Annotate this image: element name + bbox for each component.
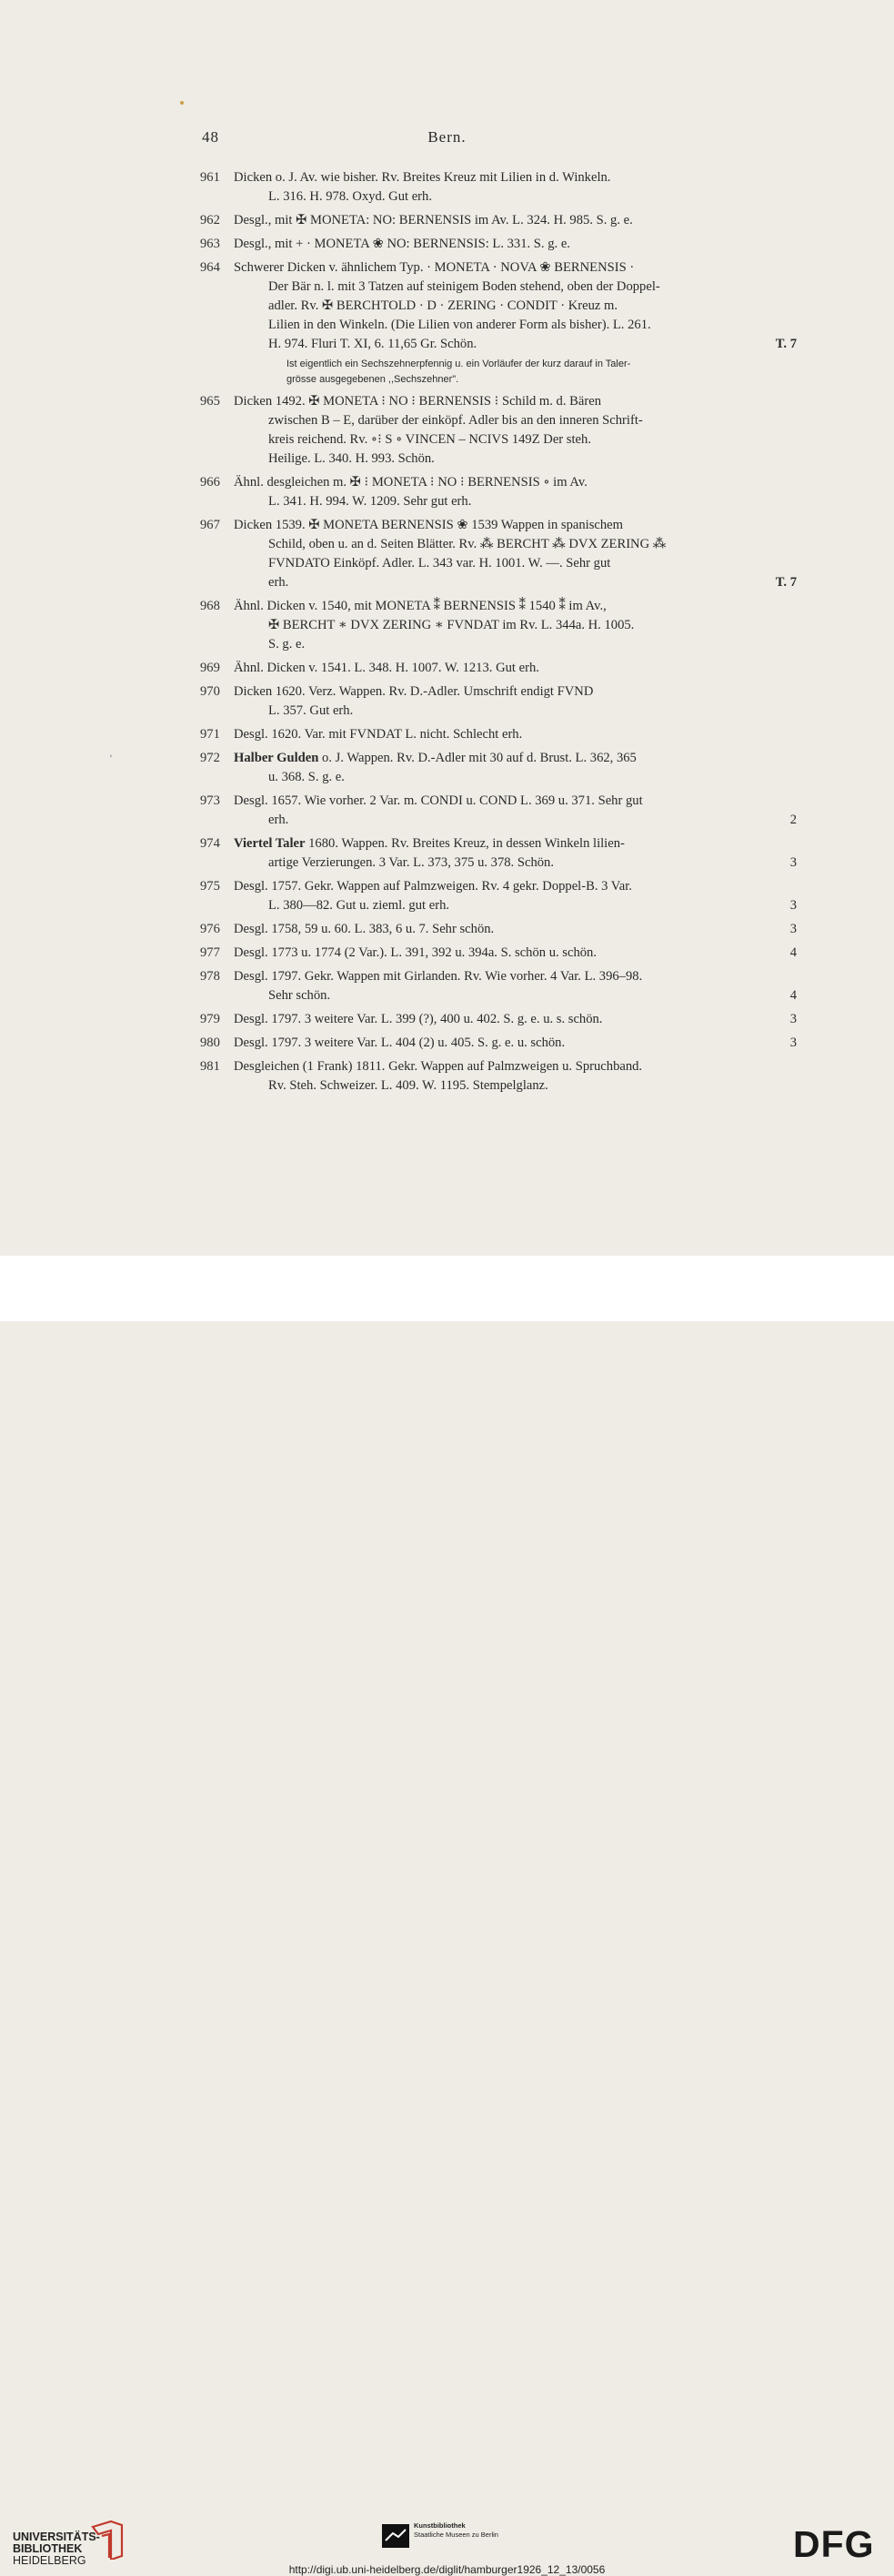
entry-body xyxy=(234,473,797,511)
kunstbibliothek-logo-icon[interactable] xyxy=(382,2524,409,2548)
entry-body xyxy=(234,944,797,963)
entry-line-content: Desgl., mit ✠ MONETA: NO: BERNENSIS im Av. L. 324. H. 985. S. g. e. xyxy=(234,213,633,227)
entry-number: 971 xyxy=(200,727,220,742)
entry-line-text xyxy=(268,702,353,721)
entry-line-text xyxy=(268,335,477,354)
catalog-entry xyxy=(200,834,797,873)
entry-body xyxy=(234,1057,797,1096)
entry-line-text xyxy=(234,967,642,986)
entry-line xyxy=(234,516,797,535)
entry-line-content: S. g. e. xyxy=(268,637,306,652)
entry-body xyxy=(234,967,797,1005)
entry-number: 973 xyxy=(200,793,220,808)
entry-line xyxy=(234,792,797,811)
entry-number: 961 xyxy=(200,170,220,185)
catalog-entry xyxy=(200,792,797,830)
entry-line xyxy=(234,749,797,768)
entry-line-text xyxy=(268,896,449,915)
page-title: Bern. xyxy=(427,128,467,146)
entry-body xyxy=(234,211,797,230)
entry-heading: Halber Gulden xyxy=(234,751,319,765)
entry-number: 963 xyxy=(200,237,220,251)
document-page xyxy=(0,0,894,1256)
entry-line xyxy=(234,554,797,573)
entry-line-content: Dicken 1539. ✠ MONETA BERNENSIS ❀ 1539 Wappen in spanischem xyxy=(234,518,623,532)
ub-heidelberg-label[interactable] xyxy=(13,2531,100,2567)
margin-mark: ‘ xyxy=(109,752,113,764)
entry-line xyxy=(234,573,797,592)
entry-body xyxy=(234,725,797,744)
entry-body xyxy=(234,1034,797,1053)
plate-reference: 3 xyxy=(789,1035,797,1050)
plate-reference: T. 7 xyxy=(775,337,797,351)
entry-line xyxy=(234,702,797,721)
entry-line-content: L. 357. Gut erh. xyxy=(268,703,354,718)
entry-line xyxy=(234,297,797,316)
entry-line-content: FVNDATO Einköpf. Adler. L. 343 var. H. 1001. W. —. Sehr gut xyxy=(268,556,611,571)
entry-line xyxy=(234,659,797,678)
entry-number: 967 xyxy=(200,518,220,532)
footnote-line: grösse ausgegebenen ,,Sechszehner". xyxy=(286,374,459,385)
plate-reference: 3 xyxy=(789,922,797,936)
plate-reference: 3 xyxy=(789,855,797,870)
entry-line-text xyxy=(234,235,570,254)
entry-number: 966 xyxy=(200,475,220,490)
entry-line xyxy=(234,944,797,963)
entry-line-text xyxy=(268,492,471,511)
entry-line-text xyxy=(234,1034,565,1053)
page-speck xyxy=(180,101,184,105)
entry-line-content: Dicken o. J. Av. wie bisher. Rv. Breites Kreuz mit Lilien in d. Winkeln. xyxy=(234,170,611,185)
entry-line-text xyxy=(234,392,601,411)
entry-line-text xyxy=(268,411,643,430)
entry-line-text xyxy=(234,920,494,939)
entry-number: 972 xyxy=(200,751,220,765)
footnote-line: Ist eigentlich ein Sechszehnerpfennig u. ein Vorläufer der kurz darauf in Taler- xyxy=(286,359,631,369)
entry-line-text xyxy=(234,1057,642,1076)
catalog-entry xyxy=(200,725,797,744)
entry-line-text xyxy=(268,297,618,316)
entry-line-content: Dicken 1620. Verz. Wappen. Rv. D.-Adler. Umschrift endigt FVND xyxy=(234,684,594,699)
entry-line-text xyxy=(234,659,539,678)
entry-number: 970 xyxy=(200,684,220,699)
entry-line-text xyxy=(234,749,637,768)
kb-line-2: Staatliche Museen zu Berlin xyxy=(414,2531,498,2539)
catalog-entry xyxy=(200,749,797,787)
entry-line-content: Ähnl. Dicken v. 1541. L. 348. H. 1007. W. 1213. Gut erh. xyxy=(234,661,539,675)
entry-line xyxy=(234,597,797,616)
entry-line xyxy=(234,920,797,939)
catalog-entry xyxy=(200,877,797,915)
entry-line-text xyxy=(268,635,305,654)
entry-line-text xyxy=(268,187,432,207)
plate-reference: 2 xyxy=(789,813,797,827)
entry-number: 974 xyxy=(200,836,220,851)
entry-line-text xyxy=(234,258,634,278)
entry-line-content: adler. Rv. ✠ BERCHTOLD · D · ZERING · CONDIT · Kreuz m. xyxy=(268,298,618,313)
entry-line-text xyxy=(268,278,660,297)
entry-body xyxy=(234,235,797,254)
entry-body xyxy=(234,516,797,592)
plate-reference: 3 xyxy=(789,1012,797,1026)
entry-line-text xyxy=(234,597,607,616)
entry-line xyxy=(234,1076,797,1096)
entry-line-content: Desgl. 1620. Var. mit FVNDAT L. nicht. Schlecht erh. xyxy=(234,727,523,742)
entry-number: 965 xyxy=(200,394,220,409)
entry-body xyxy=(234,258,797,388)
entry-line-content: Desgl., mit + · MONETA ❀ NO: BERNENSIS: L. 331. S. g. e. xyxy=(234,237,570,251)
entry-line xyxy=(234,211,797,230)
entry-line xyxy=(234,635,797,654)
entry-body xyxy=(234,1010,797,1029)
entry-line xyxy=(234,811,797,830)
catalog-entry xyxy=(200,473,797,511)
entry-line-content: zwischen B – E, darüber der einköpf. Adler bis an den inneren Schrift- xyxy=(268,413,643,428)
entry-line-content: u. 368. S. g. e. xyxy=(268,770,345,784)
entry-number: 968 xyxy=(200,599,220,613)
entry-line-text xyxy=(268,768,345,787)
entry-line-content: Desgl. 1757. Gekr. Wappen auf Palmzweigen. Rv. 4 gekr. Doppel-B. 3 Var. xyxy=(234,879,632,894)
page-number: 48 xyxy=(202,128,219,146)
entry-body xyxy=(234,597,797,654)
entry-line xyxy=(234,854,797,873)
kb-line-1: Kunstbibliothek xyxy=(414,2521,466,2530)
catalog-entry xyxy=(200,168,797,207)
entry-line xyxy=(234,235,797,254)
entry-line xyxy=(234,430,797,450)
entry-number: 980 xyxy=(200,1035,220,1050)
entry-line-text xyxy=(234,682,593,702)
entry-line-text xyxy=(234,944,597,963)
entry-number: 979 xyxy=(200,1012,220,1026)
entry-line xyxy=(234,450,797,469)
entry-line-content: L. 380—82. Gut u. zieml. gut erh. xyxy=(268,898,450,913)
entry-footnote xyxy=(234,357,797,388)
entry-number: 964 xyxy=(200,260,220,275)
entry-line-content: Desgl. 1773 u. 1774 (2 Var.). L. 391, 392 u. 394a. S. schön u. schön. xyxy=(234,945,598,960)
catalog-entry xyxy=(200,659,797,678)
entry-body xyxy=(234,877,797,915)
entry-line xyxy=(234,967,797,986)
ub-line-1: UNIVERSITÄTS- xyxy=(13,2531,100,2543)
entry-line-text xyxy=(268,554,610,573)
entry-line-content: H. 974. Fluri T. XI, 6. 11,65 Gr. Schön. xyxy=(268,337,477,351)
catalog-entry xyxy=(200,967,797,1005)
entry-line xyxy=(234,278,797,297)
entry-line-content: Schwerer Dicken v. ähnlichem Typ. · MONETA · NOVA ❀ BERNENSIS · xyxy=(234,260,635,275)
entry-line-text xyxy=(268,1076,548,1096)
catalog-entry xyxy=(200,1057,797,1096)
entry-line xyxy=(234,473,797,492)
entry-line-text xyxy=(268,316,651,335)
entry-number: 981 xyxy=(200,1059,220,1074)
entry-line-text xyxy=(268,450,435,469)
plate-reference: 4 xyxy=(789,988,797,1003)
ub-line-2: BIBLIOTHEK xyxy=(13,2542,83,2555)
entry-line xyxy=(234,1034,797,1053)
entry-line-content: Desgleichen (1 Frank) 1811. Gekr. Wappen auf Palmzweigen u. Spruchband. xyxy=(234,1059,643,1074)
entry-line-text xyxy=(268,430,591,450)
catalog-entry xyxy=(200,1010,797,1029)
footer-bar xyxy=(0,1256,894,2576)
entry-line xyxy=(234,258,797,278)
entry-line-text xyxy=(268,573,288,592)
entry-line xyxy=(234,1010,797,1029)
entry-line-content: artige Verzierungen. 3 Var. L. 373, 375 u. 378. Schön. xyxy=(268,855,554,870)
ub-heidelberg-logo-icon[interactable] xyxy=(89,2520,126,2560)
entry-number: 978 xyxy=(200,969,220,984)
entry-line xyxy=(234,896,797,915)
entry-line xyxy=(234,187,797,207)
entry-line-content: Desgl. 1797. Gekr. Wappen mit Girlanden. Rv. Wie vorher. 4 Var. L. 396–98. xyxy=(234,969,643,984)
plate-reference: 4 xyxy=(789,945,797,960)
entry-body xyxy=(234,920,797,939)
entry-line-content: Ähnl. desgleichen m. ✠ ⁝ MONETA ⁝ NO ⁝ BERNENSIS ∘ im Av. xyxy=(234,475,588,490)
entry-line-content: Rv. Steh. Schweizer. L. 409. W. 1195. Stempelglanz. xyxy=(268,1078,548,1093)
entry-line-content: 1680. Wappen. Rv. Breites Kreuz, in dessen Winkeln lilien- xyxy=(305,836,625,851)
entry-line-content: Desgl. 1758, 59 u. 60. L. 383, 6 u. 7. Sehr schön. xyxy=(234,922,495,936)
catalog-entry xyxy=(200,944,797,963)
catalog-entry xyxy=(200,392,797,469)
entry-line-text xyxy=(268,854,554,873)
entry-line-content: Desgl. 1657. Wie vorher. 2 Var. m. CONDI u. COND L. 369 u. 371. Sehr gut xyxy=(234,793,643,808)
entry-line xyxy=(234,986,797,1005)
source-url-link[interactable]: http://digi.ub.uni-heidelberg.de/diglit/hamburger1926_12_13/0056 xyxy=(288,2563,606,2576)
entry-heading: Viertel Taler xyxy=(234,836,306,851)
entry-line-text xyxy=(234,211,633,230)
entry-line-text xyxy=(234,473,588,492)
catalog-entry xyxy=(200,235,797,254)
entry-line-text xyxy=(234,877,632,896)
catalog-entry xyxy=(200,682,797,721)
entry-line-text xyxy=(234,792,643,811)
entry-line xyxy=(234,616,797,635)
entry-line-content: erh. xyxy=(268,813,289,827)
entry-body xyxy=(234,659,797,678)
plate-reference: 3 xyxy=(789,898,797,913)
entry-line xyxy=(234,877,797,896)
entry-line-text xyxy=(234,725,522,744)
entry-line xyxy=(234,834,797,854)
entry-line-content: Der Bär n. l. mit 3 Tatzen auf steinigem Boden stehend, oben der Doppel- xyxy=(268,279,660,294)
entry-body xyxy=(234,834,797,873)
entry-line-content: Ähnl. Dicken v. 1540, mit MONETA ⁑ BERNENSIS ⁑ 1540 ⁑ im Av., xyxy=(234,599,607,613)
entry-line xyxy=(234,392,797,411)
catalog-entry xyxy=(200,597,797,654)
ub-line-3: HEIDELBERG xyxy=(13,2554,86,2567)
plate-reference: T. 7 xyxy=(775,575,797,590)
entry-line xyxy=(234,411,797,430)
catalog-entry xyxy=(200,1034,797,1053)
entry-line xyxy=(234,768,797,787)
entry-line-text xyxy=(268,616,634,635)
entry-line-content: Schild, oben u. an d. Seiten Blätter. Rv. ⁂ BERCHT ⁂ DVX ZERING ⁂ xyxy=(268,537,667,551)
entry-line-content: Dicken 1492. ✠ MONETA ⁝ NO ⁝ BERNENSIS ⁝ Schild m. d. Bären xyxy=(234,394,601,409)
entry-line-text xyxy=(234,834,625,854)
entry-line xyxy=(234,168,797,187)
entry-line-text xyxy=(268,811,288,830)
entry-body xyxy=(234,392,797,469)
entry-line-text xyxy=(234,516,623,535)
entry-number: 976 xyxy=(200,922,220,936)
entry-line-text xyxy=(234,168,610,187)
entry-line xyxy=(234,492,797,511)
entry-body xyxy=(234,792,797,830)
entry-line-content: Desgl. 1797. 3 weitere Var. L. 399 (?), 400 u. 402. S. g. e. u. s. schön. xyxy=(234,1012,603,1026)
entry-body xyxy=(234,168,797,207)
entry-line-content: erh. xyxy=(268,575,289,590)
catalog-entries xyxy=(200,168,797,1100)
entry-number: 977 xyxy=(200,945,220,960)
entry-line-content: L. 316. H. 978. Oxyd. Gut erh. xyxy=(268,189,432,204)
entry-line xyxy=(234,682,797,702)
entry-body xyxy=(234,682,797,721)
catalog-entry xyxy=(200,258,797,388)
catalog-entry xyxy=(200,920,797,939)
entry-body xyxy=(234,749,797,787)
entry-line xyxy=(234,335,797,354)
entry-line-content: o. J. Wappen. Rv. D.-Adler mit 30 auf d. Brust. L. 362, 365 xyxy=(318,751,637,765)
entry-line-content: Lilien in den Winkeln. (Die Lilien von anderer Form als bisher). L. 261. xyxy=(268,318,651,332)
kunstbibliothek-label[interactable] xyxy=(414,2521,498,2540)
entry-line-content: ✠ BERCHT ∗ DVX ZERING ∗ FVNDAT im Rv. L. 344a. H. 1005. xyxy=(268,618,635,632)
entry-line-content: kreis reichend. Rv. ∘⁝ S ∘ VINCEN – NCIVS 149Z Der steh. xyxy=(268,432,591,447)
catalog-entry xyxy=(200,516,797,592)
entry-line xyxy=(234,1057,797,1076)
entry-number: 969 xyxy=(200,661,220,675)
entry-line xyxy=(234,535,797,554)
entry-line-text xyxy=(268,986,330,1005)
entry-line-text xyxy=(234,1010,602,1029)
entry-line-text xyxy=(268,535,666,554)
catalog-entry xyxy=(200,211,797,230)
entry-line-content: L. 341. H. 994. W. 1209. Sehr gut erh. xyxy=(268,494,472,509)
entry-number: 962 xyxy=(200,213,220,227)
entry-line xyxy=(234,316,797,335)
entry-line-content: Heilige. L. 340. H. 993. Schön. xyxy=(268,451,435,466)
entry-number: 975 xyxy=(200,879,220,894)
entry-line-content: Desgl. 1797. 3 weitere Var. L. 404 (2) u. 405. S. g. e. u. schön. xyxy=(234,1035,566,1050)
entry-line xyxy=(234,725,797,744)
dfg-logo[interactable]: DFG xyxy=(793,2523,875,2565)
entry-line-content: Sehr schön. xyxy=(268,988,331,1003)
